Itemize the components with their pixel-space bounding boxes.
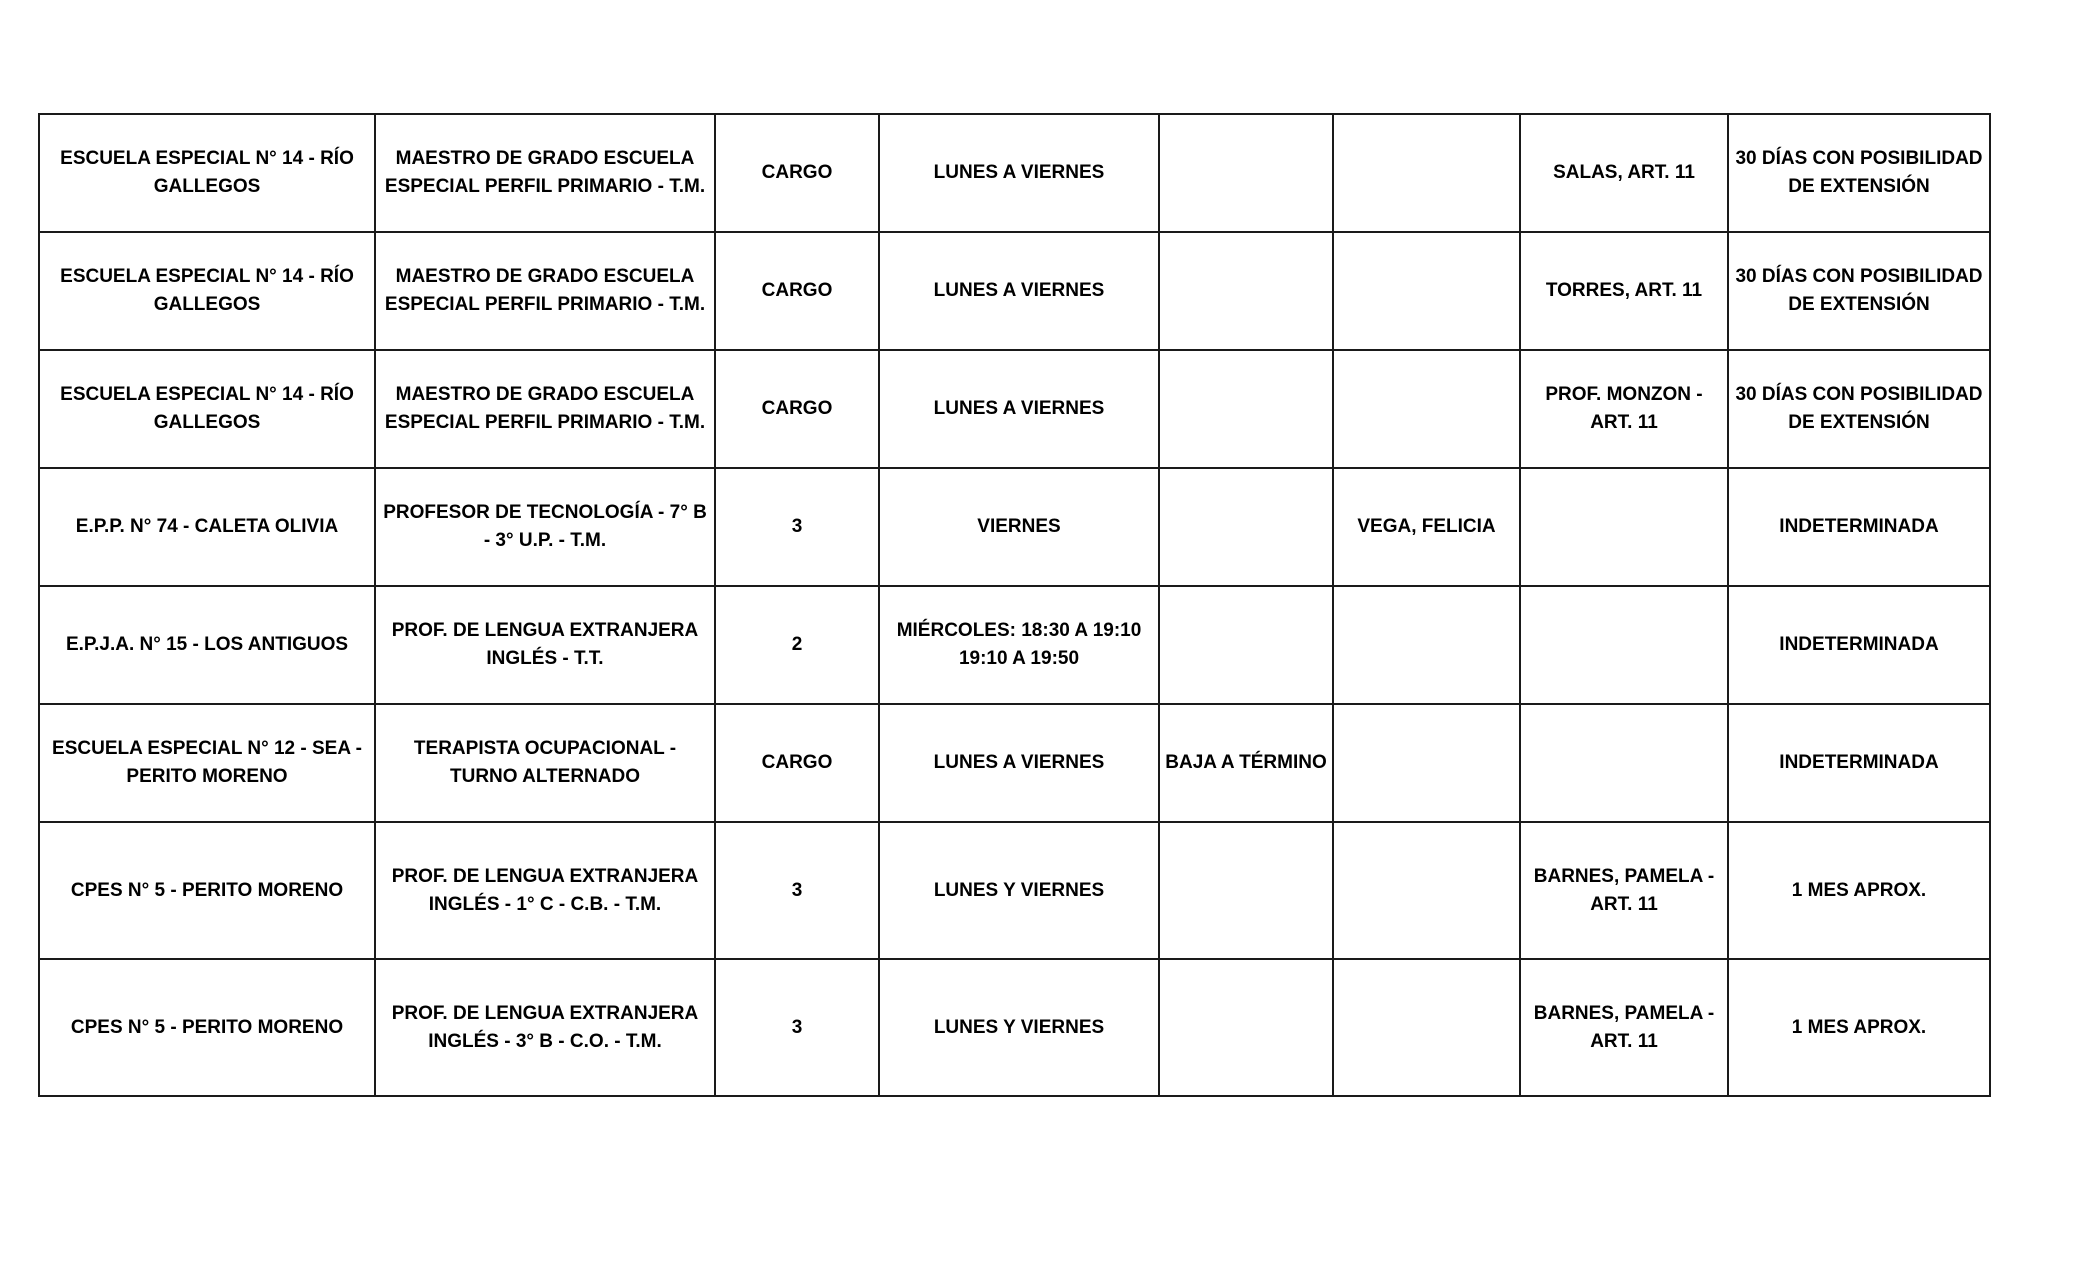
cell-duration: INDETERMINADA [1728, 586, 1990, 704]
cell-position: PROFESOR DE TECNOLOGÍA - 7° B - 3° U.P. - T.M. [375, 468, 715, 586]
cell-incumbent [1333, 232, 1520, 350]
cell-substitute-reason: PROF. MONZON - ART. 11 [1520, 350, 1728, 468]
cell-duration: INDETERMINADA [1728, 468, 1990, 586]
cell-schedule: VIERNES [879, 468, 1159, 586]
cell-school: ESCUELA ESPECIAL N° 14 - RÍO GALLEGOS [39, 114, 375, 232]
table-row [39, 468, 1990, 586]
cell-school: CPES N° 5 - PERITO MORENO [39, 822, 375, 959]
cell-schedule: LUNES Y VIERNES [879, 959, 1159, 1096]
cell-schedule: MIÉRCOLES: 18:30 A 19:10 19:10 A 19:50 [879, 586, 1159, 704]
table-row [39, 959, 1990, 1096]
cell-position: PROF. DE LENGUA EXTRANJERA INGLÉS - 3° B - C.O. - T.M. [375, 959, 715, 1096]
cell-school: E.P.J.A. N° 15 - LOS ANTIGUOS [39, 586, 375, 704]
cell-status: BAJA A TÉRMINO [1159, 704, 1333, 822]
cell-position: MAESTRO DE GRADO ESCUELA ESPECIAL PERFIL PRIMARIO - T.M. [375, 350, 715, 468]
cell-schedule: LUNES A VIERNES [879, 232, 1159, 350]
cell-position: MAESTRO DE GRADO ESCUELA ESPECIAL PERFIL PRIMARIO - T.M. [375, 114, 715, 232]
cell-substitute-reason: BARNES, PAMELA - ART. 11 [1520, 822, 1728, 959]
table-row [39, 822, 1990, 959]
cell-school: CPES N° 5 - PERITO MORENO [39, 959, 375, 1096]
cell-incumbent: VEGA, FELICIA [1333, 468, 1520, 586]
cell-status [1159, 114, 1333, 232]
cell-hours: CARGO [715, 232, 879, 350]
cell-schedule: LUNES A VIERNES [879, 704, 1159, 822]
cell-schedule: LUNES A VIERNES [879, 114, 1159, 232]
cell-status [1159, 468, 1333, 586]
cell-status [1159, 232, 1333, 350]
table-row [39, 232, 1990, 350]
table-body [39, 114, 1990, 1096]
cell-duration: 1 MES APROX. [1728, 959, 1990, 1096]
table-row [39, 586, 1990, 704]
cell-incumbent [1333, 114, 1520, 232]
cell-schedule: LUNES Y VIERNES [879, 822, 1159, 959]
cell-school: ESCUELA ESPECIAL N° 14 - RÍO GALLEGOS [39, 232, 375, 350]
cell-incumbent [1333, 959, 1520, 1096]
cell-duration: 30 DÍAS CON POSIBILIDAD DE EXTENSIÓN [1728, 114, 1990, 232]
cell-status [1159, 350, 1333, 468]
cell-duration: INDETERMINADA [1728, 704, 1990, 822]
cell-incumbent [1333, 822, 1520, 959]
table-row [39, 114, 1990, 232]
cell-status [1159, 586, 1333, 704]
cell-position: PROF. DE LENGUA EXTRANJERA INGLÉS - T.T. [375, 586, 715, 704]
cell-hours: CARGO [715, 350, 879, 468]
table-row [39, 350, 1990, 468]
cell-hours: CARGO [715, 114, 879, 232]
vacancies-table [38, 113, 1991, 1097]
cell-hours: CARGO [715, 704, 879, 822]
cell-school: ESCUELA ESPECIAL N° 12 - SEA - PERITO MORENO [39, 704, 375, 822]
cell-duration: 30 DÍAS CON POSIBILIDAD DE EXTENSIÓN [1728, 350, 1990, 468]
cell-schedule: LUNES A VIERNES [879, 350, 1159, 468]
cell-status [1159, 822, 1333, 959]
cell-substitute-reason: SALAS, ART. 11 [1520, 114, 1728, 232]
cell-incumbent [1333, 586, 1520, 704]
cell-duration: 30 DÍAS CON POSIBILIDAD DE EXTENSIÓN [1728, 232, 1990, 350]
cell-school: ESCUELA ESPECIAL N° 14 - RÍO GALLEGOS [39, 350, 375, 468]
cell-hours: 3 [715, 822, 879, 959]
cell-position: MAESTRO DE GRADO ESCUELA ESPECIAL PERFIL PRIMARIO - T.M. [375, 232, 715, 350]
cell-substitute-reason: BARNES, PAMELA - ART. 11 [1520, 959, 1728, 1096]
cell-substitute-reason [1520, 586, 1728, 704]
cell-incumbent [1333, 350, 1520, 468]
cell-substitute-reason: TORRES, ART. 11 [1520, 232, 1728, 350]
cell-substitute-reason [1520, 468, 1728, 586]
cell-hours: 2 [715, 586, 879, 704]
cell-position: TERAPISTA OCUPACIONAL - TURNO ALTERNADO [375, 704, 715, 822]
cell-duration: 1 MES APROX. [1728, 822, 1990, 959]
cell-hours: 3 [715, 959, 879, 1096]
table-row [39, 704, 1990, 822]
cell-school: E.P.P. N° 74 - CALETA OLIVIA [39, 468, 375, 586]
cell-incumbent [1333, 704, 1520, 822]
cell-substitute-reason [1520, 704, 1728, 822]
cell-hours: 3 [715, 468, 879, 586]
cell-status [1159, 959, 1333, 1096]
cell-position: PROF. DE LENGUA EXTRANJERA INGLÉS - 1° C - C.B. - T.M. [375, 822, 715, 959]
